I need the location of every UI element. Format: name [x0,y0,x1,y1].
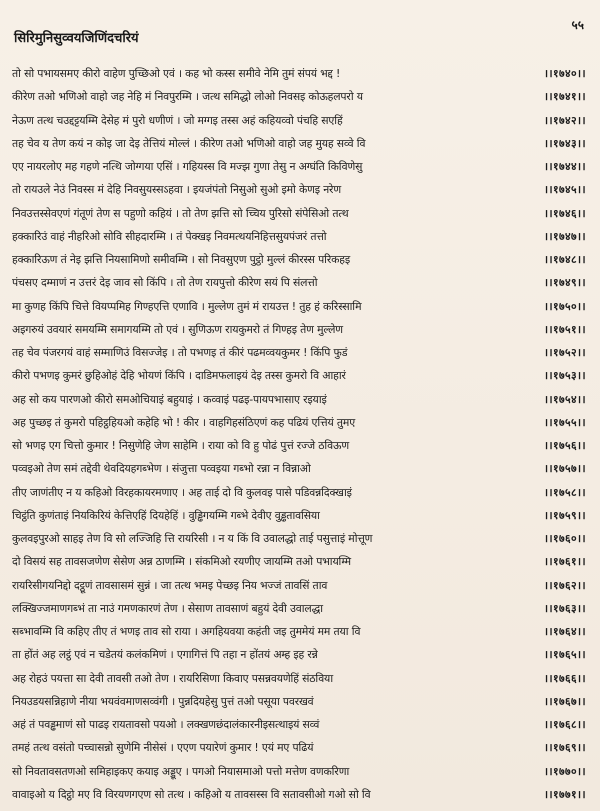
verse-line [12,620,586,643]
verse-line [12,527,586,550]
verse-line [12,202,586,225]
verse-line [12,643,586,666]
page-header [12,16,586,62]
verse-list [12,62,586,806]
verse-line [12,388,586,411]
verse-number: ।।१७७१।। [543,787,586,801]
verse-number: ।।१७४४।। [543,160,586,173]
verse-number: ।।१७४१।। [543,90,586,104]
running-title: सिरिमुनिसुव्वयजिणिंदचरियं [14,31,139,46]
verse-line [12,504,586,527]
verse-number: ।।१७४५।। [543,183,586,197]
verse-number: ।।१७७०।। [543,764,586,778]
verse-number: ।।१७४३।। [543,136,586,150]
verse-number: ।।१७५९।। [543,508,586,522]
verse-line [12,109,586,132]
verse-number: ।।१७५७।। [543,462,586,476]
verse-number: ।।१७५१।। [543,322,586,336]
verse-number: ।।१७६२।। [543,578,586,592]
verse-number: ।।१७६०।। [543,532,586,545]
verse-number: ।।१७५०।। [543,299,586,313]
verse-line [12,225,586,248]
verse-line [12,713,586,736]
verse-line [12,760,586,783]
verse-text: वावाइओ य दिट्ठो मए वि विरयणगएण सो तत्थ । कहिओ य तावसस्स वि सतावसीओ गओ सो वि [12,787,371,801]
verse-line [12,434,586,457]
verse-number: ।।१७४८।। [543,253,586,266]
verse-text: मा कुणह किंपि चित्ते वियप्पमिह गिण्हएत्ति एणावि । मुल्लेण तुमं मं रायउत्त ! तुह हं करिस्सामि [12,299,362,313]
verse-text: नियउडयसन्निहाणे नीया भयवंवमाणसव्वंगी । पुन्नदियहेसु पुत्तं तओ पसूया पवरखवं [12,694,314,708]
verse-number: ।।१७६४।। [543,625,586,638]
verse-number: ।।१७५८।। [543,485,586,499]
verse-line [12,341,586,364]
verse-line [12,481,586,504]
page-number: ५५ [571,18,584,32]
verse-text: चिट्ठंति कुणंताइं नियकिरियं केत्तिएहिं दियहेहिं । वुड्ढिगयम्मि गब्भे देवीए वुड्ढतावसिया [12,508,320,522]
verse-line [12,690,586,713]
verse-text: तो रायउले नेउं निवस्स मं देहि निवसुयस्सऽहवा । इयजंपंतो निसुओ सुओ इमो केणइ नरेण [12,183,341,197]
verse-text: तीए जाणंतीए न य कहिओ विरहकायरमणाए । अह ताई दो वि कुलवइ पासे पडिवन्नदिक्खाइं [12,485,352,499]
verse-number: ।।१७४०।। [543,67,586,80]
verse-number: ।।१७६५।। [543,648,586,662]
verse-number: ।।१७६७।। [543,694,586,708]
verse-line [12,295,586,318]
verse-text: कुलवइपुरओ साहइ तेण वि सो लज्जिहि त्ति रायरिसी । न य किं वि उवालद्धो ताई पसुत्ताइं मोत्तूण [12,532,373,545]
verse-line [12,85,586,108]
verse-line [12,178,586,201]
verse-text: हक्कारिउं वाहं नीहरिओ सोवि सीहदारम्मि । तं पेक्खइ निवमत्थयनिहित्तसुयपंजरं तत्तो [12,229,327,243]
verse-text: सो भणइ एग चित्तो कुमार ! निसुणेहि जेण साहेमि । राया को वि हु पोढं पुत्तं रज्जे ठविऊण [12,439,349,452]
verse-text: हक्कारिऊण तं नेइ झत्ति नियसामिणो समीवम्मि । सो निवसुएण पुट्ठो मुल्लं कीरस्स परिकहइ [12,253,351,266]
verse-text: अहं तं पवड्ढमाणं सो पाढइ रायतावसो पयओ । लक्खणछंदालंकारनीइसत्थाइयं सव्वं [12,718,320,731]
verse-line [12,132,586,155]
verse-text: निवउत्तस्सेवएणं गंतूणं तेण स पहुणो कहियं । तो तेण झत्ति सो च्चिय पुरिसो संपेसिओ तत्थ [12,206,349,220]
verse-text: अह रोहउं पयत्ता सा देवी तावसी तओ तेण । रायरिसिणा किवाए पसन्नवयणेहिं संठविया [12,671,333,685]
verse-text: लक्खिज्जमाणगब्भं ता नाउं गमणकारणं तेण । सेसाण तावसाणं बहुयं देवी उवालद्धा [12,601,323,615]
verse-number: ।।१७६८।। [543,718,586,731]
verse-line [12,667,586,690]
verse-number: ।।१७५६।। [543,439,586,452]
verse-line [12,248,586,271]
verse-number: ।।१७५५।। [543,415,586,429]
verse-text: सो निवतावसतणओ समिहाइकए कयाइ अड्डूए । पगओ नियासमाओ पत्तो मत्तेण वणकरिणा [12,764,350,778]
verse-line [12,736,586,759]
verse-text: अह सो कय पारणओ कीरो समओचियाइं बहुयाइं । कव्वाइं पढइ-पायपभासाए रइयाइं [12,392,327,406]
verse-number: ।।१७५३।। [543,369,586,383]
verse-text: रायरिसीगयनिद्दो दट्ठूणं तावसासमं सुन्नं । जा तत्थ भमइ पेच्छइ निय भज्जं तावसिं ताव [12,578,328,592]
verse-text: दो विसयं सह तावसजणेण सेसेण अन्न ठाणम्मि । संकमिओ रयणीए जायम्मि तओ पभायम्मि [12,555,351,569]
verse-number: ।।१७६९।। [543,741,586,755]
verse-line [12,550,586,573]
verse-text: नेऊण तत्थ चउद्दट्टयम्मि देसेह मं पुरो धणीणं । जो मग्गइ तस्स अहं कहियव्वो पंचहि सएहिं [12,113,343,127]
verse-text: एए नायरलोए मह गहणे नत्थि जोग्गया एसिं । गहियस्स वि मज्झ गुणा तेसु न अग्घंति किविणेसु [12,160,363,173]
verse-number: ।।१७४२।। [543,113,586,127]
verse-line [12,271,586,294]
verse-line [12,62,586,85]
verse-number: ।।१७४७।। [543,229,586,243]
verse-line [12,318,586,341]
verse-text: पंचसए दम्माणं न उत्तरं देइ जाव सो किंपि । तो तेण रायपुत्तो कीरेण सयं पि संलत्तो [12,276,318,290]
verse-text: तह चेव य तेण कयं न कोइ जा देइ तेत्तियं मोल्लं । कीरेण तओ भणिओ वाहो जह मुयह सव्वे वि [12,136,366,150]
verse-number: ।।१७५२।। [543,346,586,359]
verse-line [12,155,586,178]
verse-line [12,574,586,597]
verse-line [12,457,586,480]
verse-line [12,411,586,434]
verse-number: ।।१७४६।। [543,206,586,220]
verse-text: अइगरुयं उवयारं समयम्मि समागयम्मि तो एवं । सुणिऊण रायकुमरो तं गिण्हइ तेण मुल्लेण [12,322,343,336]
verse-text: कीरो पभणइ कुमरं छुहिओहं देहि भोयणं किंपि । दाडिमफलाइयं देइ तस्स कुमरो वि आहारं [12,369,346,383]
verse-number: ।।१७६१।। [543,555,586,569]
verse-text: ता होंतं अह लट्ठं एवं न चडेतयं कलंकमिणं । एगागित्तं पि तहा न होंतयं अम्ह इह रन्ने [12,648,318,662]
verse-line [12,783,586,806]
verse-text: अह पुच्छइ तं कुमरो पहिट्ठहियओ कहेहि भो ! कीर । वाहगिहसंठिएणं कह पढियं एत्तियं तुमए [12,415,356,429]
verse-text: तो सो पभायसमए कीरो वाहेण पुच्छिओ एवं । कह भो कस्स समीवे नेमि तुमं संपयं भद्द ! [12,67,341,80]
verse-number: ।।१७४९।। [543,276,586,290]
verse-text: पव्वइओ तेण समं तद्देवी थेवदियहगब्भेण । संजुत्ता पव्वइया गब्भो रन्ना न विन्नाओ [12,462,311,476]
verse-number: ।।१७६६।। [543,671,586,685]
verse-line [12,597,586,620]
verse-number: ।।१७६३।। [543,601,586,615]
verse-text: तमहं तत्थ वसंतो पच्चासन्नो सुणेमि नीसेसं । एएण पयारेणं कुमार ! एयं मए पढियं [12,741,314,755]
verse-line [12,364,586,387]
verse-number: ।।१७५४।। [543,392,586,406]
verse-text: सब्भावम्मि वि कहिए तीए तं भणइ ताव सो राया । अगहियवया कहंती जइ तुममेयं मम तया वि [12,625,361,638]
verse-text: कीरेण तओ भणिओ वाहो जह नेहि मं निवपुरम्मि । जत्थ समिद्धो लोओ निवसइ कोऊहलपरो य [12,90,363,104]
verse-text: तह चेव पंजरगयं वाहं सम्माणिउं विसज्जेइ । तो पभणइ तं कीरं पढमव्वयकुमर ! किंपि फुडं [12,346,348,359]
